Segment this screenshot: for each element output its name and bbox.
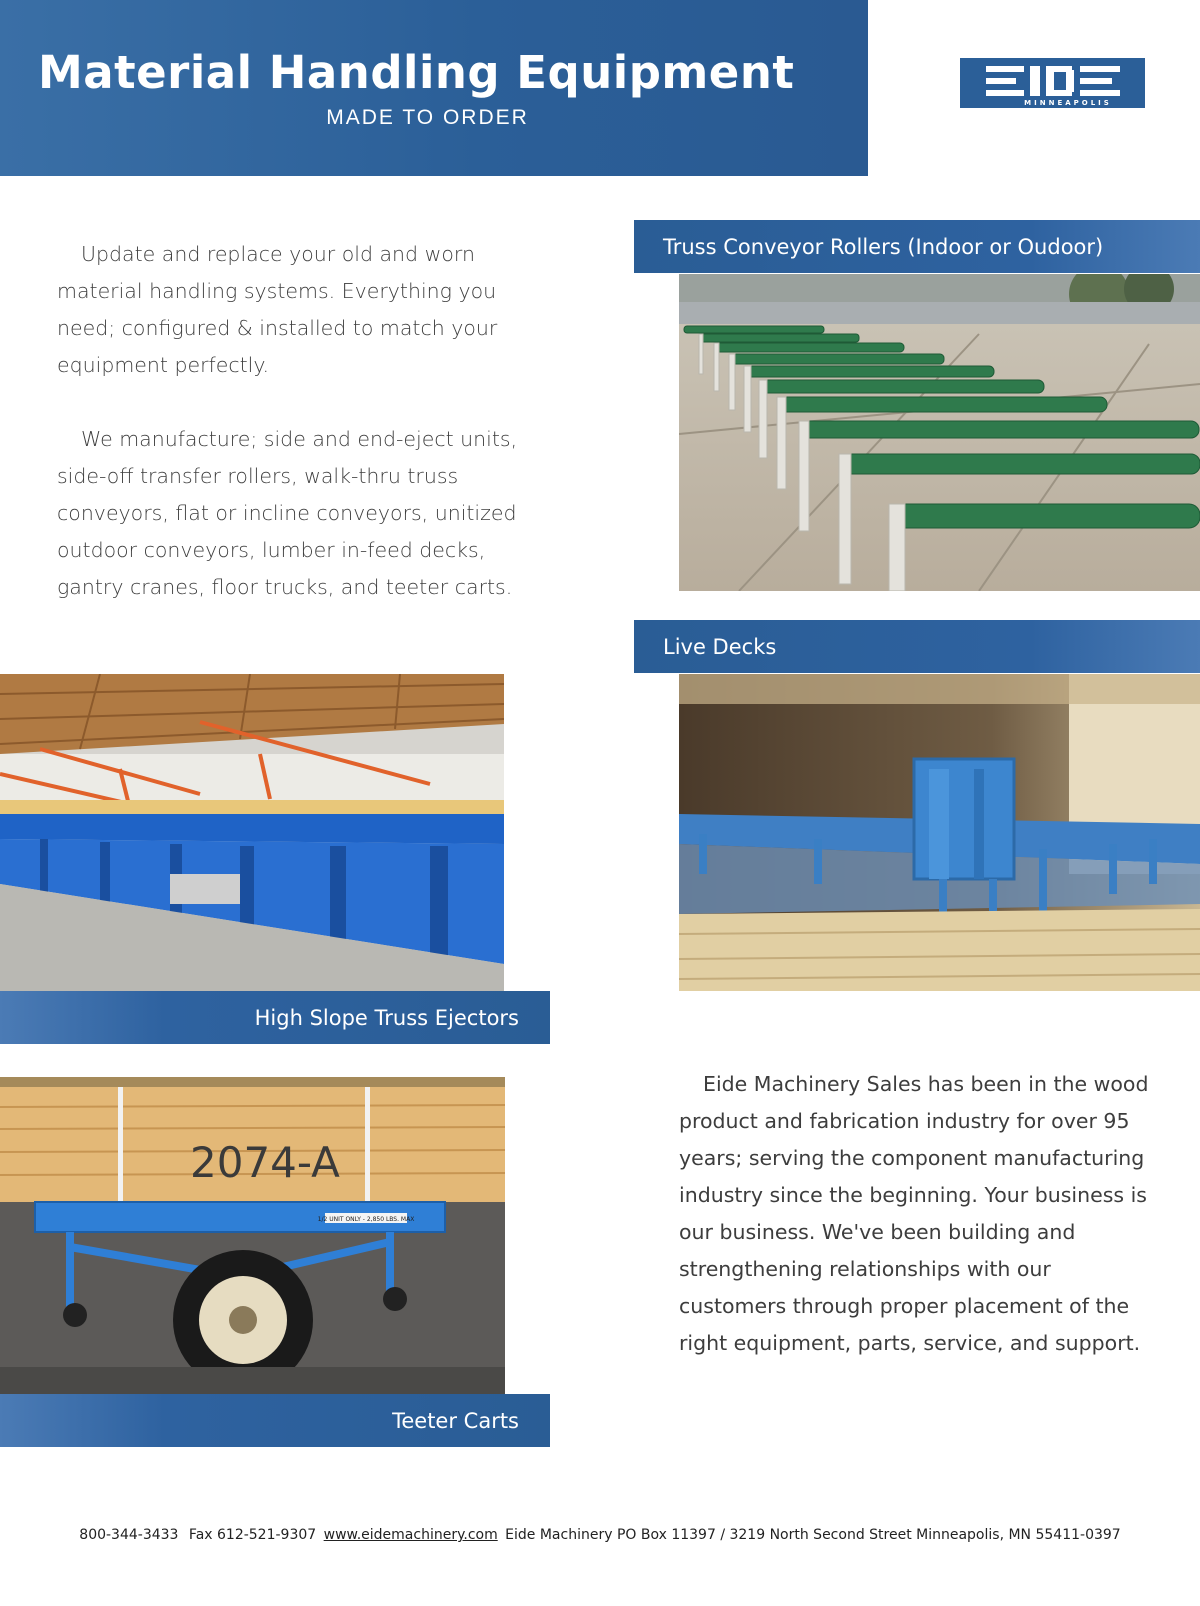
intro-paragraph: Update and replace your old and worn material handling systems. Everything you need; configured & installed to match your equipment perfectly. xyxy=(57,242,498,377)
high-slope-label xyxy=(0,991,550,1044)
intro-text xyxy=(57,236,527,606)
footer-website-link[interactable]: www.eidemachinery.com xyxy=(323,1527,498,1543)
high-slope-label-text: High Slope Truss Ejectors xyxy=(254,1005,519,1030)
truss-conveyor-photo xyxy=(679,274,1200,591)
teeter-carts-label xyxy=(0,1394,550,1447)
truss-conveyor-label xyxy=(634,220,1200,273)
about-text xyxy=(679,1066,1159,1362)
svg-text:MINNEAPOLIS: MINNEAPOLIS xyxy=(1024,99,1112,107)
about-paragraph: Eide Machinery Sales has been in the wood product and fabrication industry for over 95 years; serving the component manufacturing industry since the beginning. Your business is our business. We've been building and strengthening relationships with our customers through proper placement of the right equipment, parts, service, and support. xyxy=(679,1072,1149,1355)
truss-conveyor-label-text: Truss Conveyor Rollers (Indoor or Oudoor) xyxy=(663,234,1104,259)
live-decks-photo xyxy=(679,674,1200,991)
intro-paragraph: We manufacture; side and end-eject units, side-off transfer rollers, walk-thru truss conveyors, flat or incline conveyors, unitized outdoor conveyors, lumber in-feed decks, gantry cranes, floor trucks, and teeter carts. xyxy=(57,427,518,599)
header-banner xyxy=(0,0,868,176)
live-decks-label xyxy=(634,620,1200,673)
teeter-carts-photo xyxy=(0,1077,505,1394)
svg-text:1/2 UNIT ONLY - 2,850 LBS. MAX: 1/2 UNIT ONLY - 2,850 LBS. MAX xyxy=(317,1216,415,1223)
footer-fax: Fax 612-521-9307 xyxy=(188,1527,317,1543)
footer-phone: 800-344-3433 xyxy=(79,1527,179,1543)
teeter-carts-label-text: Teeter Carts xyxy=(392,1408,519,1433)
high-slope-ejectors-photo xyxy=(0,674,504,991)
footer-address: Eide Machinery PO Box 11397 / 3219 North Second Street Minneapolis, MN 55411-0397 xyxy=(505,1527,1121,1543)
page-title: Material Handling Equipment xyxy=(38,46,795,99)
footer xyxy=(0,1527,1200,1543)
page-subtitle: MADE TO ORDER xyxy=(326,106,529,129)
eide-logo xyxy=(960,58,1145,108)
svg-text:2074-A: 2074-A xyxy=(190,1138,340,1187)
live-decks-label-text: Live Decks xyxy=(663,634,777,659)
